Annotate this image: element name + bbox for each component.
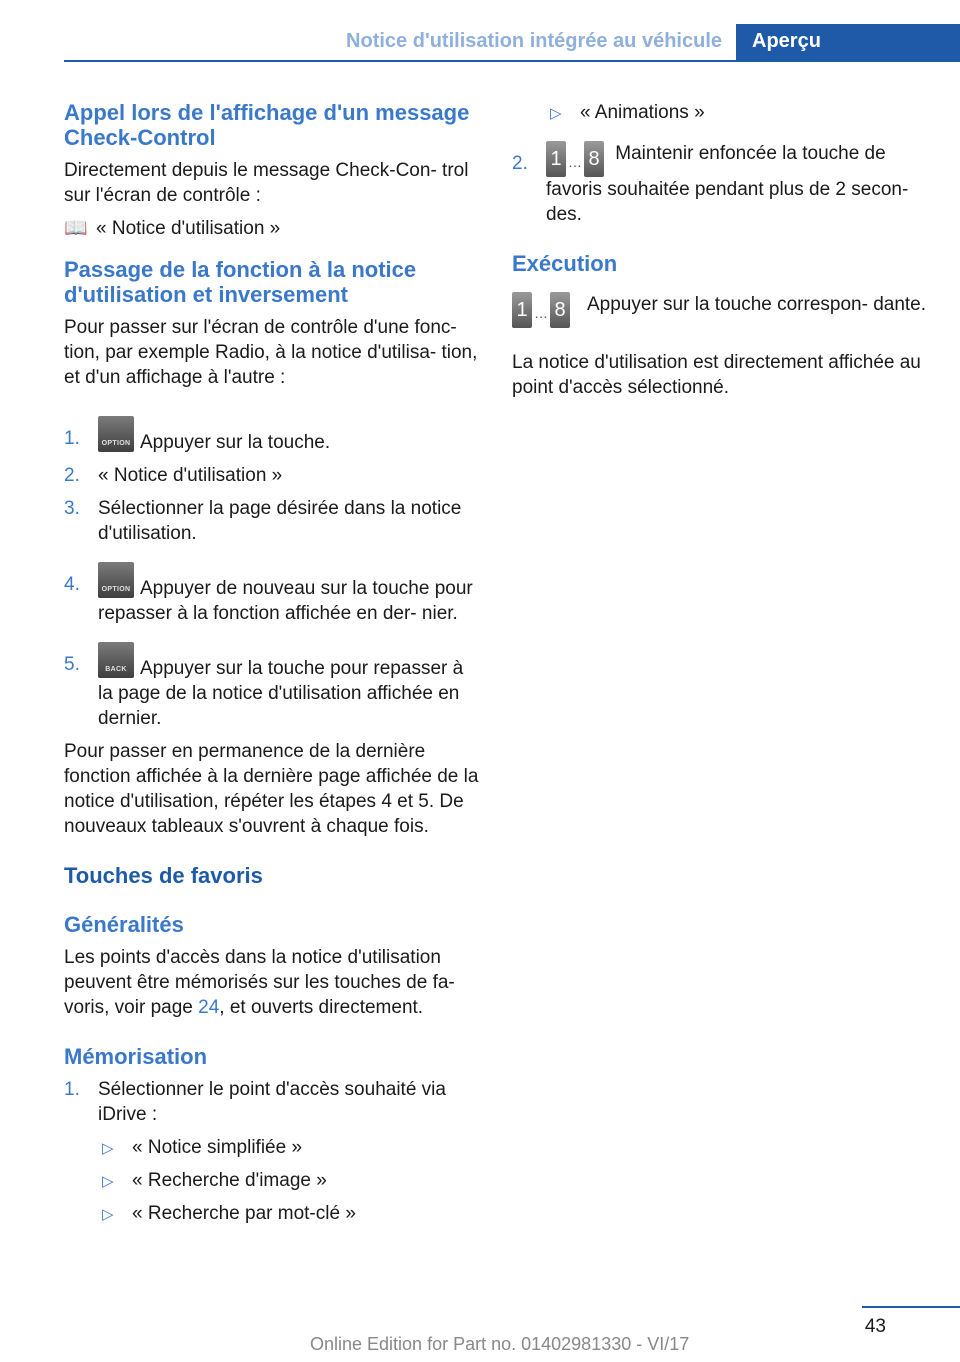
list-item	[64, 416, 482, 455]
paragraph-passage: Pour passer sur l'écran de contrôle d'une fonc- tion, par exemple Radio, à la notice d'utilisa- tion, et d'un affichage à l'autre :	[64, 317, 478, 388]
left-column	[64, 100, 482, 1226]
list-item	[64, 463, 482, 488]
ellipsis-icon: …	[534, 305, 548, 321]
step-text: Maintenir enfoncée la touche de favoris souhaitée pendant plus de 2 secon- des.	[546, 143, 909, 225]
favorite-key-1-icon: 1	[512, 292, 532, 328]
book-item-label: « Notice d'utilisation »	[96, 218, 281, 239]
steps-list	[64, 416, 482, 731]
step-number: 1.	[64, 1079, 80, 1100]
heading-generalites: Généralités	[64, 912, 184, 937]
step-number: 1.	[64, 428, 80, 449]
heading-favorites: Touches de favoris	[64, 863, 263, 888]
heading-passage: Passage de la fonction à la notice d'utilisation et inversement	[64, 257, 417, 307]
footer-rule	[862, 1306, 960, 1308]
list-item: ▷ « Recherche d'image »	[98, 1168, 482, 1193]
step-number: 4.	[64, 574, 80, 595]
step-text: Appuyer de nouveau sur la touche pour repasser à la fonction affichée en der- nier.	[98, 578, 473, 624]
edition-label: Online Edition for Part no. 01402981330 - VI/17	[310, 1334, 690, 1354]
step-text: Appuyer sur la touche.	[140, 432, 331, 453]
triangle-bullet-icon: ▷	[102, 1206, 114, 1223]
paragraph-execution: La notice d'utilisation est directement affichée au point d'accès sélectionné.	[512, 352, 921, 398]
execution-text: Appuyer sur la touche correspon- dante.	[587, 294, 927, 315]
execution-item	[512, 292, 930, 342]
step-text: Appuyer sur la touche pour repasser à la page de la notice d'utilisation affichée en dernier.	[98, 658, 464, 729]
step-text: « Notice d'utilisation »	[98, 465, 283, 486]
list-item: ▷ « Recherche par mot-clé »	[98, 1201, 482, 1226]
triangle-bullet-icon: ▷	[102, 1140, 114, 1157]
header-title: Notice d'utilisation intégrée au véhicule	[346, 30, 722, 52]
favorite-key-8-icon: 8	[550, 292, 570, 328]
favorite-key-1-icon: 1	[546, 141, 566, 177]
option-button-icon: OPTION	[98, 562, 134, 598]
paragraph-permanence: Pour passer en permanence de la dernière fonction affichée à la dernière page affichée de la notice d'utilisation, répéter les étapes 4 et 5. De nouveaux tableaux s'ouvrent à chaque fois.	[64, 741, 479, 837]
step-number: 5.	[64, 654, 80, 675]
header-tab-label: Aperçu	[752, 30, 821, 52]
heading-check-control: Appel lors de l'affichage d'un message Check-Control	[64, 100, 470, 150]
page-link[interactable]: 24	[198, 997, 220, 1018]
heading-execution: Exécution	[512, 251, 618, 276]
step-number: 2.	[64, 465, 80, 486]
book-icon: 📖	[64, 218, 88, 239]
triangle-bullet-icon: ▷	[550, 105, 562, 122]
right-column	[512, 100, 930, 400]
option-button-icon: OPTION	[98, 416, 134, 452]
header-tab[interactable]	[736, 24, 960, 62]
list-item	[64, 642, 482, 731]
triangle-bullet-icon: ▷	[102, 1173, 114, 1190]
list-item	[64, 562, 482, 626]
heading-memorisation: Mémorisation	[64, 1044, 208, 1069]
bullet-list	[64, 1135, 482, 1226]
favorite-key-8-icon: 8	[584, 141, 604, 177]
list-item	[64, 1077, 482, 1127]
list-item: ▷ « Notice simplifiée »	[98, 1135, 482, 1160]
list-item: ▷ « Animations »	[546, 100, 930, 125]
step-number: 3.	[64, 498, 80, 519]
step-text: Sélectionner la page désirée dans la notice d'utilisation.	[98, 498, 462, 544]
page-number: 43	[864, 1316, 886, 1337]
header-rule	[64, 60, 960, 62]
paragraph-generalites: Les points d'accès dans la notice d'utilisation peuvent être mémorisés sur les touches de fa- voris, voir page 24, et ouverts directement.	[64, 947, 455, 1018]
step-text: Sélectionner le point d'accès souhaité via iDrive :	[98, 1079, 446, 1125]
list-item	[512, 141, 930, 227]
list-item	[64, 496, 482, 546]
step-number: 2.	[512, 153, 528, 174]
page-header	[64, 24, 960, 62]
back-button-icon: BACK	[98, 642, 134, 678]
book-item	[64, 216, 482, 241]
ellipsis-icon: …	[568, 154, 582, 170]
paragraph-check-control: Directement depuis le message Check-Con- trol sur l'écran de contrôle :	[64, 160, 469, 206]
